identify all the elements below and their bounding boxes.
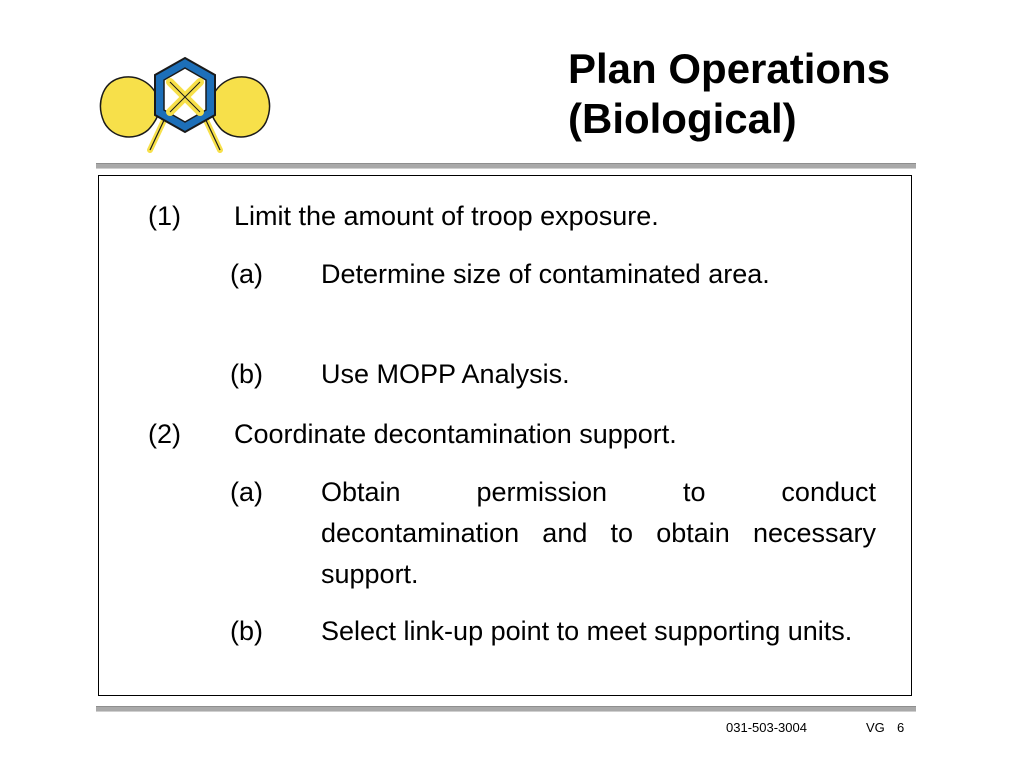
top-divider (96, 163, 916, 169)
list-item-number: (2) (148, 419, 181, 449)
list-item-text: Use MOPP Analysis. (321, 359, 570, 389)
list-item-number: (b) (230, 616, 263, 646)
bottom-divider (96, 706, 916, 712)
slide-title-line2: (Biological) (568, 95, 797, 142)
footer-page-number: 6 (897, 720, 905, 735)
list-item-number: (b) (230, 359, 263, 389)
list-item-number: (a) (230, 477, 263, 507)
list-item-text: Obtain permission to conduct decontamination and to obtain necessary support. (321, 477, 876, 589)
slide-title (568, 44, 998, 144)
slide-title-line1: Plan Operations (568, 45, 891, 92)
list-item-text: Limit the amount of troop exposure. (234, 201, 659, 231)
footer-tag: VG (866, 720, 885, 735)
footer-course-code: 031-503-3004 (726, 720, 807, 735)
list-item-text: Determine size of contaminated area. (321, 259, 770, 289)
list-item-number: (1) (148, 201, 181, 231)
list-item-number: (a) (230, 259, 263, 289)
list-item-text: Coordinate decontamination support. (234, 419, 677, 449)
chemical-corps-insignia-icon (96, 52, 274, 156)
list-item-text: Select link-up point to meet supporting units. (321, 616, 853, 646)
